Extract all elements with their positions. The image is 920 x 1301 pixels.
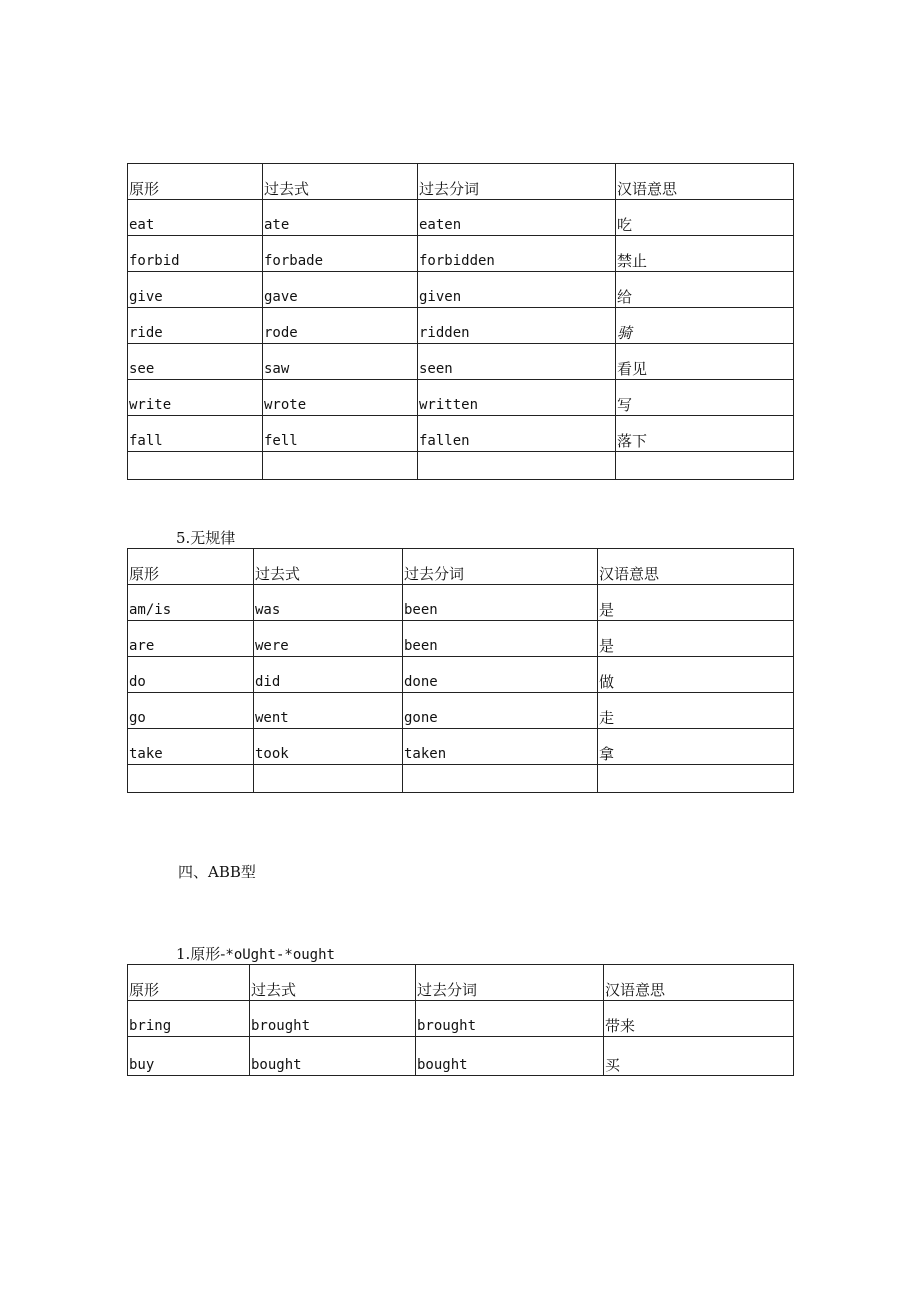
table-header-row	[128, 164, 794, 200]
header-past-participle: 过去分词	[416, 965, 604, 1001]
cell-base: write	[128, 380, 263, 416]
cell-past: saw	[263, 344, 418, 380]
cell-base: buy	[128, 1037, 250, 1076]
header-past-tense: 过去式	[254, 549, 403, 585]
cell-past: took	[254, 729, 403, 765]
table-row	[128, 272, 794, 308]
table-row	[128, 657, 794, 693]
cell-meaning: 看见	[616, 344, 794, 380]
cell-meaning: 拿	[598, 729, 794, 765]
cell-base: go	[128, 693, 254, 729]
cell-past: bought	[250, 1037, 416, 1076]
empty-row	[128, 765, 794, 793]
table-header-row	[128, 965, 794, 1001]
cell-past: ate	[263, 200, 418, 236]
cell-past: forbade	[263, 236, 418, 272]
cell-base: bring	[128, 1001, 250, 1037]
cell-meaning: 走	[598, 693, 794, 729]
empty-cell	[128, 452, 263, 480]
table-row	[128, 1037, 794, 1076]
table-row	[128, 1001, 794, 1037]
section-1-title-suffix: *oUght-*ought	[225, 947, 335, 963]
table-header-row	[128, 549, 794, 585]
cell-participle: given	[418, 272, 616, 308]
cell-base: eat	[128, 200, 263, 236]
cell-participle: done	[403, 657, 598, 693]
table-row	[128, 729, 794, 765]
cell-base: are	[128, 621, 254, 657]
cell-base: give	[128, 272, 263, 308]
empty-row	[128, 452, 794, 480]
header-past-tense: 过去式	[263, 164, 418, 200]
empty-cell	[254, 765, 403, 793]
table-row	[128, 344, 794, 380]
cell-participle: brought	[416, 1001, 604, 1037]
cell-participle: been	[403, 585, 598, 621]
cell-participle: seen	[418, 344, 616, 380]
cell-base: see	[128, 344, 263, 380]
header-past-participle: 过去分词	[403, 549, 598, 585]
cell-base: am/is	[128, 585, 254, 621]
cell-past: wrote	[263, 380, 418, 416]
verb-table-2	[127, 548, 794, 793]
cell-meaning: 禁止	[616, 236, 794, 272]
header-base-form: 原形	[128, 965, 250, 1001]
header-chinese-meaning: 汉语意思	[604, 965, 794, 1001]
cell-meaning: 落下	[616, 416, 794, 452]
section-1-title-prefix: 1.原形-	[176, 945, 226, 963]
verb-table-3	[127, 964, 794, 1076]
cell-participle: gone	[403, 693, 598, 729]
cell-meaning: 带来	[604, 1001, 794, 1037]
section-4-title: 四、ABB型	[178, 863, 256, 881]
cell-meaning: 给	[616, 272, 794, 308]
header-base-form: 原形	[128, 549, 254, 585]
cell-base: ride	[128, 308, 263, 344]
cell-base: take	[128, 729, 254, 765]
table-row	[128, 416, 794, 452]
table-row	[128, 308, 794, 344]
cell-base: forbid	[128, 236, 263, 272]
cell-participle: written	[418, 380, 616, 416]
table-row	[128, 585, 794, 621]
header-chinese-meaning: 汉语意思	[598, 549, 794, 585]
header-chinese-meaning: 汉语意思	[616, 164, 794, 200]
table-row	[128, 200, 794, 236]
empty-cell	[403, 765, 598, 793]
cell-meaning: 吃	[616, 200, 794, 236]
cell-past: did	[254, 657, 403, 693]
header-past-tense: 过去式	[250, 965, 416, 1001]
section-5-title: 5.无规律	[176, 529, 236, 547]
cell-past: rode	[263, 308, 418, 344]
table-row	[128, 380, 794, 416]
cell-meaning: 是	[598, 621, 794, 657]
cell-participle: eaten	[418, 200, 616, 236]
cell-meaning: 买	[604, 1037, 794, 1076]
empty-cell	[128, 765, 254, 793]
header-base-form: 原形	[128, 164, 263, 200]
table-row	[128, 236, 794, 272]
cell-participle: forbidden	[418, 236, 616, 272]
cell-past: brought	[250, 1001, 416, 1037]
cell-past: was	[254, 585, 403, 621]
cell-participle: bought	[416, 1037, 604, 1076]
cell-meaning: 骑	[616, 308, 794, 344]
cell-base: do	[128, 657, 254, 693]
cell-participle: taken	[403, 729, 598, 765]
cell-past: fell	[263, 416, 418, 452]
cell-meaning: 写	[616, 380, 794, 416]
empty-cell	[418, 452, 616, 480]
cell-participle: fallen	[418, 416, 616, 452]
cell-past: were	[254, 621, 403, 657]
table-row	[128, 621, 794, 657]
table-row	[128, 693, 794, 729]
empty-cell	[598, 765, 794, 793]
empty-cell	[263, 452, 418, 480]
cell-meaning: 是	[598, 585, 794, 621]
header-past-participle: 过去分词	[418, 164, 616, 200]
cell-participle: been	[403, 621, 598, 657]
cell-base: fall	[128, 416, 263, 452]
cell-past: went	[254, 693, 403, 729]
cell-past: gave	[263, 272, 418, 308]
cell-participle: ridden	[418, 308, 616, 344]
cell-meaning: 做	[598, 657, 794, 693]
section-1-title	[176, 943, 335, 964]
empty-cell	[616, 452, 794, 480]
verb-table-1	[127, 163, 794, 480]
